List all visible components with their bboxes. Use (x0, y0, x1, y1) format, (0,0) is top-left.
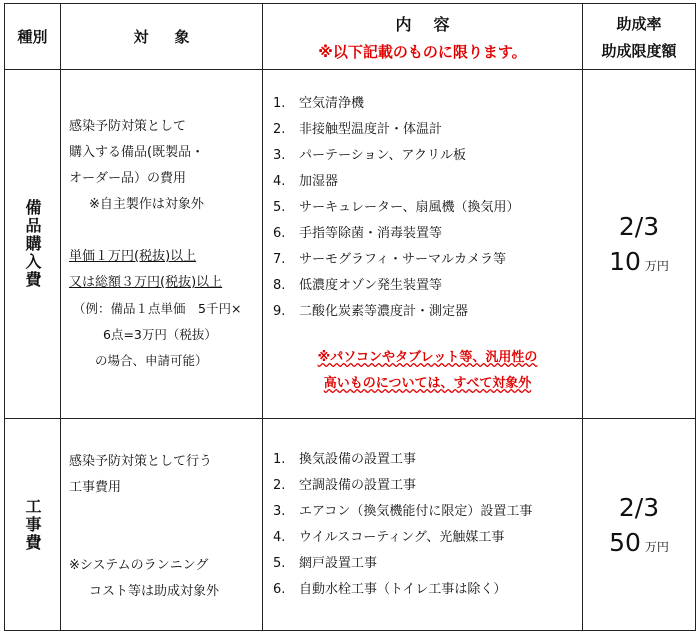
list-item: 6. 手指等除菌・消毒装置等 (273, 226, 443, 241)
target-line: 購入する備品(既製品・ (69, 145, 205, 160)
header-target: 対象 (133, 28, 216, 46)
list-item: 5. サーキュレーター、扇風機（換気用） (273, 200, 520, 215)
content-cell (263, 70, 583, 419)
exclusion-note: ※パソコンやタブレット等、汎用性の 高いものについては、すべて対象外 (317, 350, 538, 391)
subsidy-unit: 万円 (644, 259, 669, 273)
target-line: ※システムのランニング (69, 558, 209, 573)
list-item: 1. 換気設備の設置工事 (273, 451, 417, 467)
list-item: 2. 非接触型温度計・体温計 (273, 122, 443, 137)
target-line: 感染予防対策として (69, 119, 187, 134)
rate-cell (583, 70, 696, 419)
list-item: 5. 網戸設置工事 (273, 555, 378, 571)
target-line: （例：備品１点単価 5千円× (73, 301, 242, 316)
list-item: 8. 低濃度オゾン発生装置等 (273, 278, 443, 293)
target-line: 6点=3万円（税抜） (103, 327, 217, 342)
header-rate: 助成率 (616, 14, 662, 33)
list-item: 4. ウイルスコーティング、光触媒工事 (273, 529, 505, 545)
target-line: の場合、申請可能） (95, 353, 208, 368)
target-line: コスト等は助成対象外 (89, 584, 220, 599)
table-row (5, 419, 696, 631)
list-item: 6. 自動水栓工事（トイレ工事は除く） (273, 581, 507, 597)
list-item: 3. パーテーション、アクリル板 (273, 148, 467, 163)
subsidy-table (4, 3, 696, 631)
rate-cell (583, 419, 696, 631)
subsidy-rate: 2/3 (618, 492, 660, 522)
list-item: 1. 空気清浄機 (273, 96, 365, 111)
subsidy-unit: 万円 (644, 539, 669, 554)
row-type-label: 工事費 (23, 497, 42, 552)
header-type: 種別 (5, 4, 61, 70)
target-line: 又は総額３万円(税抜)以上 (69, 275, 223, 290)
target-cell (61, 70, 263, 419)
target-line: オーダー品）の費用 (69, 171, 187, 186)
header-content: 内容 (395, 14, 472, 34)
target-line: 単価１万円(税抜)以上 (69, 249, 197, 264)
table-row (5, 70, 696, 419)
header-row (5, 4, 696, 70)
list-item: 7. サーモグラフィ・サーマルカメラ等 (273, 252, 506, 267)
subsidy-rate: 2/3 (618, 212, 660, 241)
list-item: 2. 空調設備の設置工事 (273, 477, 417, 493)
target-line: ※自主製作は対象外 (89, 197, 204, 212)
subsidy-limit: 10 (609, 247, 641, 276)
list-item: 4. 加湿器 (273, 174, 339, 189)
header-limit: 助成限度額 (601, 41, 677, 60)
row-type-label: 備品購入費 (23, 199, 42, 289)
subsidy-limit: 50 (609, 527, 641, 557)
list-item: 3. エアコン（換気機能付に限定）設置工事 (273, 503, 533, 519)
header-content-note: ※以下記載のものに限ります。 (318, 42, 527, 61)
list-item: 9. 二酸化炭素等濃度計・測定器 (273, 304, 469, 319)
target-cell (61, 419, 263, 631)
target-line: 工事費用 (69, 480, 122, 495)
target-line: 感染予防対策として行う (69, 454, 213, 469)
content-cell (263, 419, 583, 631)
